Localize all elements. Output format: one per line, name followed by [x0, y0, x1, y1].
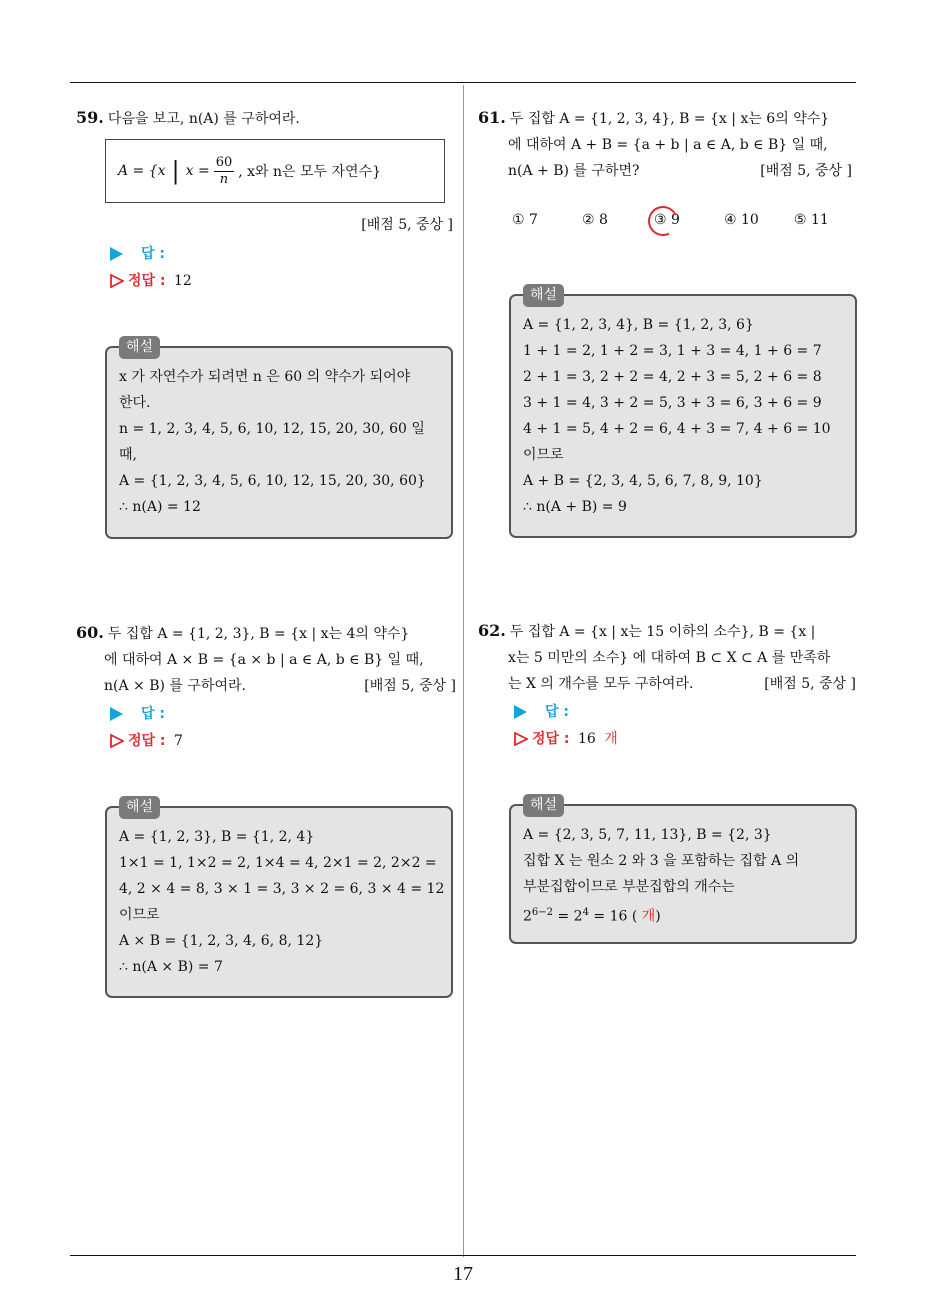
solution-tag: 해설: [523, 794, 564, 817]
score-difficulty: [배점 5, 중상 ]: [760, 163, 852, 179]
answer-label: 답 :: [545, 704, 569, 720]
problem-59: [76, 105, 456, 132]
solution-line: ∴ n(A + B) = 9: [523, 499, 627, 515]
top-rule: [70, 82, 856, 83]
problem-number: 61.: [478, 108, 506, 127]
question-line-3: n(A × B) 를 구하여라.: [104, 678, 246, 694]
fraction: [214, 155, 235, 188]
solution-line: 4, 2 × 4 = 8, 3 × 1 = 3, 3 × 2 = 6, 3 × 4 = 12: [119, 881, 445, 897]
bottom-rule: [70, 1255, 856, 1256]
box-x-equals: x =: [185, 163, 210, 179]
choice-2[interactable]: ② 8: [582, 212, 608, 228]
solution-box-62: [509, 797, 857, 944]
solution-line: 한다.: [119, 395, 151, 411]
solution-box-61: [509, 287, 857, 538]
correct-value: 12: [173, 273, 192, 289]
solution-line: x 가 자연수가 되려면 n 은 60 의 약수가 되어야: [119, 369, 411, 385]
solution-line: 1×1 = 1, 1×2 = 2, 1×4 = 4, 2×1 = 2, 2×2 =: [119, 855, 437, 871]
play-icon: [514, 705, 527, 719]
power-result: = 16 (: [588, 908, 642, 925]
solution-tag: 해설: [119, 336, 160, 359]
problem-number: 62.: [478, 621, 506, 640]
score-difficulty: [배점 5, 중상 ]: [364, 678, 456, 694]
question-line-1: 두 집합 A = {1, 2, 3, 4}, B = {x | x는 6의 약수}: [509, 111, 830, 127]
question-line-2: 에 대하여 A × B = {a × b | a ∈ A, b ∈ B} 일 때,: [104, 652, 424, 668]
power-close: ): [655, 908, 661, 925]
answer-row-62: [514, 700, 569, 724]
question-line-3: n(A + B) 를 구하면?: [508, 163, 640, 179]
box-divider: |: [171, 157, 180, 185]
solution-tag: 해설: [523, 284, 564, 307]
solution-line: A × B = {1, 2, 3, 4, 6, 8, 12}: [119, 933, 324, 949]
power-exponent-2: 4: [582, 907, 589, 918]
problem-61: [478, 105, 858, 184]
solution-line: A = {2, 3, 5, 7, 11, 13}, B = {2, 3}: [523, 827, 772, 843]
fraction-denominator: n: [219, 171, 229, 187]
solution-line: n = 1, 2, 3, 4, 5, 6, 10, 12, 15, 20, 30, 60 일: [119, 421, 425, 437]
answer-label: 답 :: [141, 706, 165, 722]
fraction-numerator: 60: [215, 154, 233, 170]
solution-line: ∴ n(A × B) = 7: [119, 959, 223, 975]
power-exponent: 6−2: [531, 907, 554, 918]
selected-circle-icon: [644, 202, 682, 240]
choice-5[interactable]: ⑤ 11: [794, 212, 829, 228]
question-text: 다음을 보고, n(A) 를 구하여라.: [107, 111, 300, 127]
solution-tag: 해설: [119, 796, 160, 819]
problem-number: 59.: [76, 108, 104, 127]
answer-row-59: [110, 242, 165, 266]
play-icon: [110, 247, 123, 261]
question-line-1: 두 집합 A = {1, 2, 3}, B = {x | x는 4의 약수}: [107, 626, 410, 642]
column-divider: [463, 85, 464, 1257]
play-icon: [110, 707, 123, 721]
meta-59: [300, 212, 453, 238]
choice-3[interactable]: [654, 212, 680, 228]
correct-unit: 개: [604, 731, 618, 747]
correct-label: 정답 :: [128, 273, 166, 289]
solution-line: A + B = {2, 3, 4, 5, 6, 7, 8, 9, 10}: [523, 473, 763, 489]
set-definition-box: [105, 139, 445, 203]
choice-3-label: ③ 9: [654, 212, 680, 228]
solution-line: 이므로: [119, 907, 160, 923]
correct-row-62: [514, 727, 618, 751]
correct-label: 정답 :: [532, 731, 570, 747]
solution-line: 2 + 1 = 3, 2 + 2 = 4, 2 + 3 = 5, 2 + 6 = 8: [523, 369, 822, 385]
power-equals: = 2: [553, 908, 583, 925]
solution-line: 때,: [119, 447, 137, 463]
answer-row-60: [110, 702, 165, 726]
question-line-1: 두 집합 A = {x | x는 15 이하의 소수}, B = {x |: [509, 624, 816, 640]
solution-line: 이므로: [523, 447, 564, 463]
score-difficulty: [배점 5, 중상 ]: [764, 676, 856, 692]
solution-line-power: [523, 900, 843, 930]
problem-60: [76, 620, 456, 699]
triangle-outline-icon: [514, 732, 528, 746]
correct-value: 7: [173, 733, 183, 749]
solution-line: A = {1, 2, 3, 4, 5, 6, 10, 12, 15, 20, 30, 60}: [119, 473, 426, 489]
solution-line: 3 + 1 = 4, 3 + 2 = 5, 3 + 3 = 6, 3 + 6 = 9: [523, 395, 822, 411]
box-set-start: A = {x: [118, 163, 166, 179]
solution-line: A = {1, 2, 3, 4}, B = {1, 2, 3, 6}: [523, 317, 754, 333]
solution-line: A = {1, 2, 3}, B = {1, 2, 4}: [119, 829, 315, 845]
triangle-outline-icon: [110, 274, 124, 288]
problem-62: [478, 618, 858, 697]
box-condition: , x와 n은 모두 자연수}: [238, 164, 382, 180]
page-number: 17: [453, 1263, 473, 1285]
solution-line: 부분집합이므로 부분집합의 개수는: [523, 879, 735, 895]
solution-line: 집합 X 는 원소 2 와 3 을 포함하는 집합 A 의: [523, 853, 800, 869]
triangle-outline-icon: [110, 734, 124, 748]
solution-box-59: [105, 339, 453, 539]
choice-1[interactable]: ① 7: [512, 212, 538, 228]
answer-label: 답 :: [141, 246, 165, 262]
correct-value: 16: [577, 731, 596, 747]
question-line-2: x는 5 미만의 소수} 에 대하여 B ⊂ X ⊂ A 를 만족하: [508, 650, 831, 666]
power-unit: 개: [641, 908, 656, 925]
solution-line: 4 + 1 = 5, 4 + 2 = 6, 4 + 3 = 7, 4 + 6 = 10: [523, 421, 831, 437]
score-difficulty: [배점 5, 중상 ]: [361, 217, 453, 233]
choice-4[interactable]: ④ 10: [724, 212, 759, 228]
solution-line: ∴ n(A) = 12: [119, 499, 201, 515]
choice-list: [512, 212, 852, 236]
solution-line: 1 + 1 = 2, 1 + 2 = 3, 1 + 3 = 4, 1 + 6 = 7: [523, 343, 822, 359]
question-line-3: 는 X 의 개수를 모두 구하여라.: [508, 676, 694, 692]
question-line-2: 에 대하여 A + B = {a + b | a ∈ A, b ∈ B} 일 때,: [508, 137, 828, 153]
solution-box-60: [105, 799, 453, 998]
correct-label: 정답 :: [128, 733, 166, 749]
power-base: 2: [523, 908, 532, 925]
correct-row-59: [110, 269, 192, 293]
correct-row-60: [110, 729, 183, 753]
problem-number: 60.: [76, 623, 104, 642]
